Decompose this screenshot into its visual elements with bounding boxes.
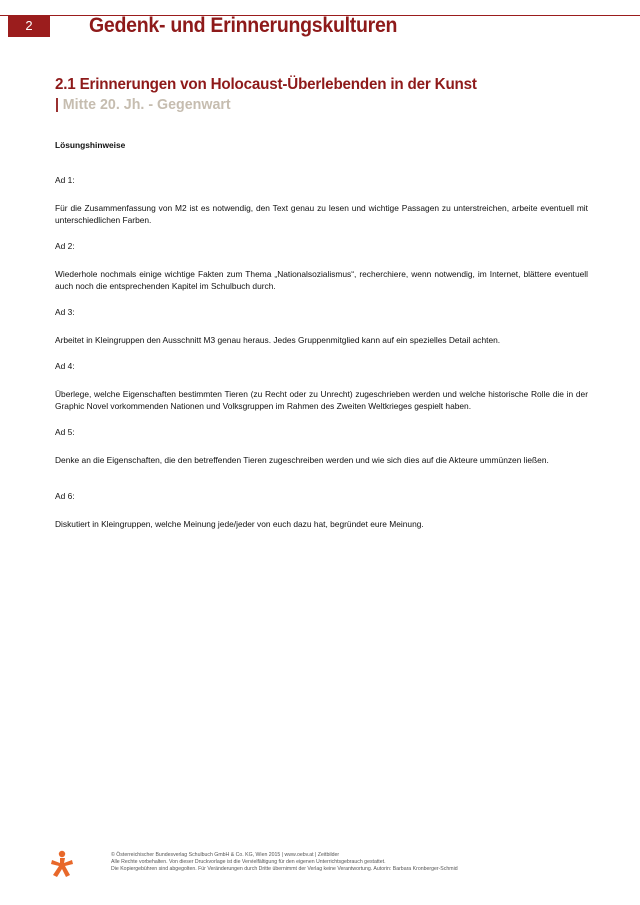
solutions-heading: Lösungshinweise (55, 140, 126, 150)
ad-text: Überlege, welche Eigenschaften bestimmten Tieren (zu Recht oder zu Unrecht) zugeschrieben werden und welche historische Rolle die in der Graphic Novel vorkommenden Nationen und Volksgruppen im Rahmen des Zweiten Weltkrieges gespielt haben. (55, 389, 588, 411)
content (55, 139, 588, 544)
section-subtitle (55, 96, 231, 113)
subtitle-bar: | (55, 96, 59, 113)
ad-text: Denke an die Eigenschaften, die den betreffenden Tieren zugeschreiben werden und wie sich dies auf die Akteure ummünzen ließen. (55, 455, 549, 465)
footer-text (111, 852, 458, 873)
ad-text: Arbeitet in Kleingruppen den Ausschnitt M3 genau heraus. Jedes Gruppenmitglied kann auf ein spezielles Detail achten. (55, 335, 501, 345)
ad-label: Ad 2: (55, 241, 75, 251)
ad-label: Ad 5: (55, 427, 75, 437)
footer-line: Alle Rechte vorbehalten. Von dieser Druckvorlage ist die Vervielfältigung für den eigenen Unterrichtsgebrauch gestattet. (111, 859, 386, 865)
page-number-badge: 2 (8, 15, 50, 37)
oebv-star-logo-icon (50, 850, 76, 878)
section-subtitle-text: Mitte 20. Jh. - Gegenwart (62, 96, 231, 113)
footer-line: Die Kopiergebühren sind abgegolten. Für Veränderungen durch Dritte übernimmt der Verlag keine Verantwortung. Autorin: Barbara Kronberger-Schmid (111, 866, 458, 872)
ad-label: Ad 6: (55, 491, 75, 501)
section-title: 2.1 Erinnerungen von Holocaust-Überlebenden in der Kunst (55, 76, 477, 93)
ad-label: Ad 3: (55, 307, 75, 317)
ad-text: Diskutiert in Kleingruppen, welche Meinung jede/jeder von euch dazu hat, begründet eure Meinung. (55, 519, 424, 529)
ad-text: Für die Zusammenfassung von M2 ist es notwendig, den Text genau zu lesen und wichtige Passagen zu unterstreichen, arbeite eventuell mit unterschiedlichen Farben. (55, 203, 588, 225)
header-title: Gedenk- und Erinnerungskulturen (89, 14, 398, 37)
ad-text: Wiederhole nochmals einige wichtige Fakten zum Thema „Nationalsozialismus“, recherchiere, wenn notwendig, im Internet, blättere eventuell auch noch die entsprechenden Kapitel im Schulbuch durch. (55, 269, 588, 291)
footer-line: © Österreichischer Bundesverlag Schulbuch GmbH & Co. KG, Wien 2015 | www.oebv.at | Zeitbilder (111, 852, 340, 858)
ad-label: Ad 4: (55, 361, 75, 371)
ad-label: Ad 1: (55, 175, 75, 185)
